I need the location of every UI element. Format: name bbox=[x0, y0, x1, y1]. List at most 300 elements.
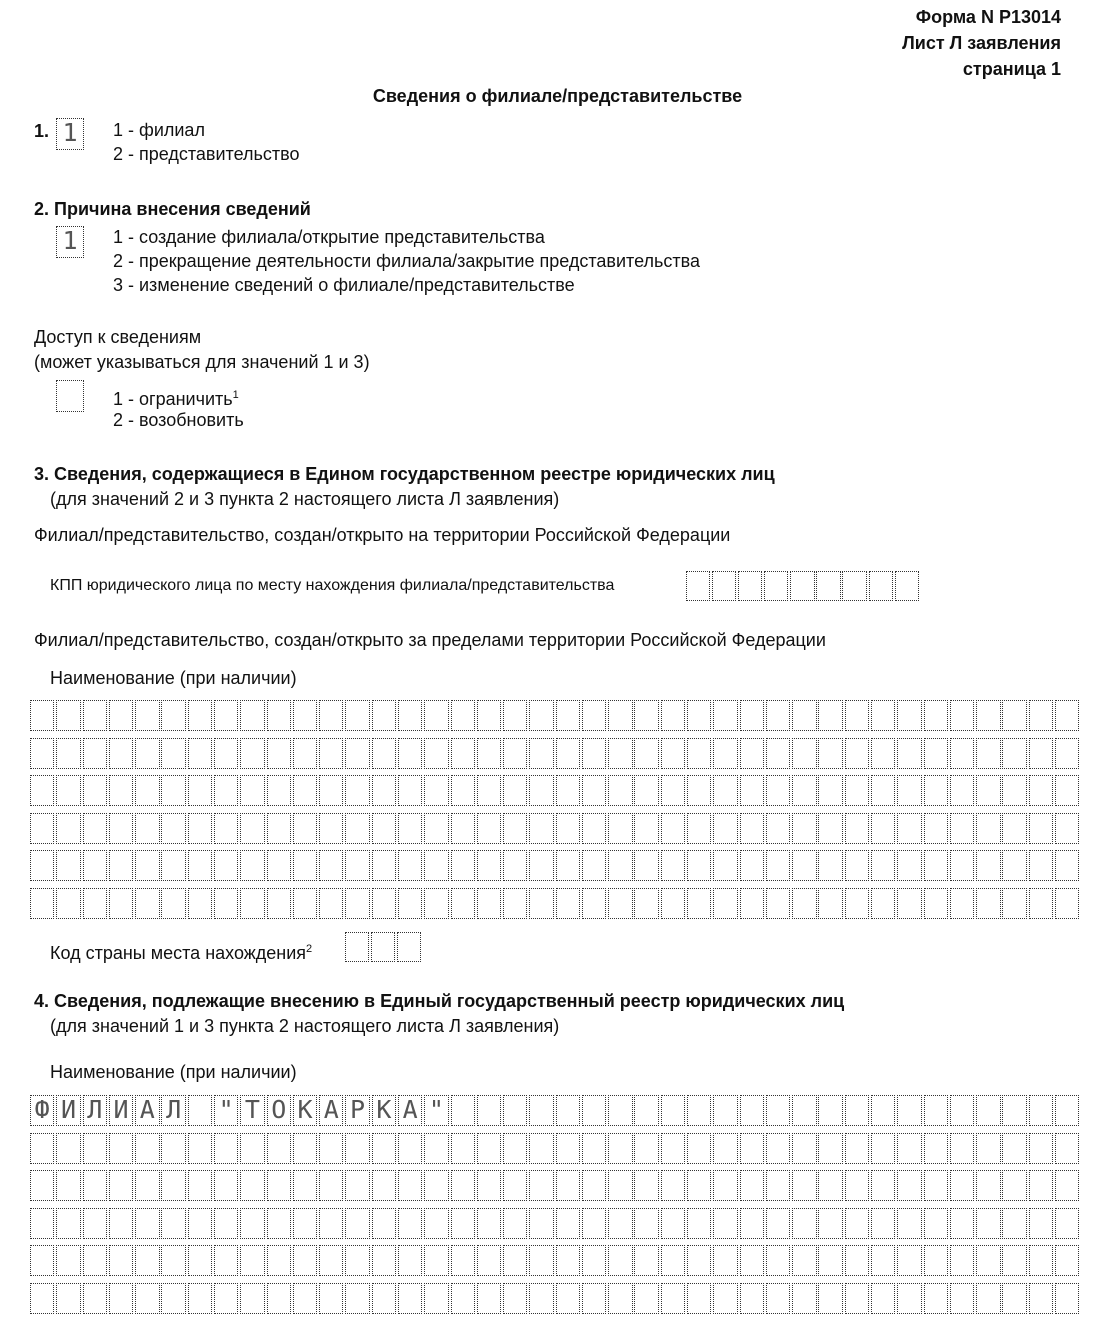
name-char-cell[interactable] bbox=[634, 1095, 658, 1126]
name-char-cell[interactable] bbox=[267, 1283, 291, 1314]
name-char-cell[interactable] bbox=[1055, 1208, 1079, 1239]
name-char-cell[interactable] bbox=[897, 1245, 921, 1276]
name-char-cell[interactable] bbox=[503, 888, 527, 919]
name-char-cell[interactable] bbox=[240, 1208, 264, 1239]
name-char-cell[interactable] bbox=[529, 1133, 553, 1164]
name-char-cell[interactable] bbox=[345, 850, 369, 881]
name-char-cell[interactable] bbox=[1002, 813, 1026, 844]
name-char-cell[interactable]: К bbox=[372, 1095, 396, 1126]
name-char-cell[interactable] bbox=[1055, 1133, 1079, 1164]
q1-value-cell[interactable]: 1 bbox=[56, 118, 84, 150]
name-char-cell[interactable]: Р bbox=[345, 1095, 369, 1126]
name-char-cell[interactable] bbox=[687, 1170, 711, 1201]
name-char-cell[interactable] bbox=[713, 1133, 737, 1164]
name-char-cell[interactable] bbox=[792, 700, 816, 731]
name-char-cell[interactable] bbox=[792, 813, 816, 844]
name-char-cell[interactable] bbox=[1029, 1245, 1053, 1276]
name-char-cell[interactable] bbox=[293, 888, 317, 919]
name-char-cell[interactable] bbox=[1002, 1283, 1026, 1314]
name-char-cell[interactable] bbox=[477, 813, 501, 844]
name-char-cell[interactable] bbox=[766, 1245, 790, 1276]
name-char-cell[interactable] bbox=[818, 738, 842, 769]
name-char-cell[interactable] bbox=[582, 738, 606, 769]
name-char-cell[interactable] bbox=[451, 1283, 475, 1314]
name-char-cell[interactable] bbox=[582, 1095, 606, 1126]
name-char-cell[interactable] bbox=[556, 1208, 580, 1239]
name-char-cell[interactable] bbox=[950, 813, 974, 844]
name-char-cell[interactable] bbox=[897, 775, 921, 806]
name-char-cell[interactable] bbox=[503, 1208, 527, 1239]
name-char-cell[interactable] bbox=[345, 1170, 369, 1201]
name-char-cell[interactable] bbox=[582, 888, 606, 919]
name-char-cell[interactable] bbox=[845, 813, 869, 844]
name-char-cell[interactable] bbox=[976, 813, 1000, 844]
name-char-cell[interactable] bbox=[214, 1170, 238, 1201]
name-char-cell[interactable] bbox=[188, 738, 212, 769]
name-char-cell[interactable] bbox=[345, 1133, 369, 1164]
name-char-cell[interactable] bbox=[398, 1208, 422, 1239]
name-char-cell[interactable] bbox=[372, 1133, 396, 1164]
name-char-cell[interactable] bbox=[529, 738, 553, 769]
kpp-cell[interactable] bbox=[686, 571, 710, 601]
name-char-cell[interactable] bbox=[766, 738, 790, 769]
name-char-cell[interactable] bbox=[608, 1095, 632, 1126]
name-char-cell[interactable] bbox=[477, 888, 501, 919]
name-char-cell[interactable] bbox=[766, 1283, 790, 1314]
name-char-cell[interactable] bbox=[1029, 1208, 1053, 1239]
name-char-cell[interactable] bbox=[713, 1245, 737, 1276]
name-char-cell[interactable] bbox=[740, 888, 764, 919]
name-char-cell[interactable] bbox=[766, 813, 790, 844]
name-char-cell[interactable] bbox=[687, 1133, 711, 1164]
name-char-cell[interactable] bbox=[424, 775, 448, 806]
name-char-cell[interactable]: Л bbox=[83, 1095, 107, 1126]
name-char-cell[interactable] bbox=[608, 775, 632, 806]
name-char-cell[interactable] bbox=[240, 700, 264, 731]
name-char-cell[interactable] bbox=[529, 1245, 553, 1276]
name-char-cell[interactable] bbox=[661, 888, 685, 919]
name-char-cell[interactable] bbox=[766, 850, 790, 881]
name-char-cell[interactable] bbox=[1055, 1283, 1079, 1314]
name-char-cell[interactable] bbox=[556, 888, 580, 919]
name-char-cell[interactable] bbox=[83, 775, 107, 806]
name-char-cell[interactable] bbox=[976, 850, 1000, 881]
name-char-cell[interactable] bbox=[924, 738, 948, 769]
name-char-cell[interactable] bbox=[897, 738, 921, 769]
name-char-cell[interactable] bbox=[897, 1208, 921, 1239]
name-char-cell[interactable] bbox=[109, 888, 133, 919]
name-char-cell[interactable] bbox=[161, 700, 185, 731]
name-char-cell[interactable] bbox=[845, 1208, 869, 1239]
name-char-cell[interactable] bbox=[1002, 1095, 1026, 1126]
name-char-cell[interactable] bbox=[608, 813, 632, 844]
name-char-cell[interactable] bbox=[188, 700, 212, 731]
name-char-cell[interactable] bbox=[293, 850, 317, 881]
name-char-cell[interactable] bbox=[924, 813, 948, 844]
name-char-cell[interactable] bbox=[319, 850, 343, 881]
name-char-cell[interactable] bbox=[240, 1170, 264, 1201]
name-char-cell[interactable] bbox=[1055, 813, 1079, 844]
name-grid-row[interactable] bbox=[30, 1208, 1081, 1239]
name-char-cell[interactable] bbox=[109, 738, 133, 769]
name-char-cell[interactable] bbox=[1029, 700, 1053, 731]
name-char-cell[interactable] bbox=[135, 1170, 159, 1201]
name-char-cell[interactable] bbox=[267, 1208, 291, 1239]
name-char-cell[interactable] bbox=[293, 738, 317, 769]
name-grid-row[interactable] bbox=[30, 1170, 1081, 1201]
name-char-cell[interactable] bbox=[135, 1283, 159, 1314]
kpp-cell[interactable] bbox=[842, 571, 866, 601]
name-char-cell[interactable] bbox=[267, 1170, 291, 1201]
name-char-cell[interactable] bbox=[924, 700, 948, 731]
name-char-cell[interactable] bbox=[687, 738, 711, 769]
name-char-cell[interactable] bbox=[56, 775, 80, 806]
name-char-cell[interactable] bbox=[1055, 1095, 1079, 1126]
country-code-cells[interactable] bbox=[345, 932, 423, 962]
name-char-cell[interactable] bbox=[345, 775, 369, 806]
name-char-cell[interactable] bbox=[424, 1208, 448, 1239]
name-char-cell[interactable] bbox=[83, 888, 107, 919]
name-char-cell[interactable] bbox=[634, 700, 658, 731]
name-char-cell[interactable] bbox=[687, 700, 711, 731]
name-char-cell[interactable] bbox=[976, 1095, 1000, 1126]
name-char-cell[interactable] bbox=[109, 775, 133, 806]
name-char-cell[interactable] bbox=[1055, 738, 1079, 769]
name-char-cell[interactable] bbox=[740, 1245, 764, 1276]
name-char-cell[interactable] bbox=[372, 813, 396, 844]
name-char-cell[interactable] bbox=[267, 775, 291, 806]
name-char-cell[interactable] bbox=[529, 850, 553, 881]
name-char-cell[interactable] bbox=[608, 1208, 632, 1239]
name-char-cell[interactable] bbox=[1055, 700, 1079, 731]
name-char-cell[interactable] bbox=[109, 1133, 133, 1164]
name-char-cell[interactable]: А bbox=[319, 1095, 343, 1126]
name-char-cell[interactable] bbox=[792, 1133, 816, 1164]
name-char-cell[interactable] bbox=[976, 1283, 1000, 1314]
name-char-cell[interactable] bbox=[661, 1095, 685, 1126]
name-char-cell[interactable] bbox=[240, 775, 264, 806]
name-char-cell[interactable] bbox=[1002, 1208, 1026, 1239]
name-char-cell[interactable] bbox=[240, 1133, 264, 1164]
name-char-cell[interactable] bbox=[372, 1170, 396, 1201]
name-char-cell[interactable] bbox=[845, 1170, 869, 1201]
name-char-cell[interactable] bbox=[109, 1283, 133, 1314]
name-char-cell[interactable] bbox=[1002, 775, 1026, 806]
name-char-cell[interactable] bbox=[556, 738, 580, 769]
name-char-cell[interactable] bbox=[345, 1208, 369, 1239]
name-char-cell[interactable] bbox=[687, 813, 711, 844]
name-char-cell[interactable] bbox=[109, 1170, 133, 1201]
name-char-cell[interactable] bbox=[293, 1208, 317, 1239]
name-char-cell[interactable] bbox=[897, 888, 921, 919]
name-char-cell[interactable] bbox=[950, 775, 974, 806]
name-char-cell[interactable] bbox=[871, 888, 895, 919]
name-char-cell[interactable] bbox=[792, 850, 816, 881]
name-char-cell[interactable] bbox=[451, 700, 475, 731]
name-char-cell[interactable] bbox=[871, 1208, 895, 1239]
name-char-cell[interactable] bbox=[924, 1170, 948, 1201]
name-char-cell[interactable] bbox=[267, 1133, 291, 1164]
name-char-cell[interactable] bbox=[477, 738, 501, 769]
name-char-cell[interactable] bbox=[556, 700, 580, 731]
name-char-cell[interactable] bbox=[845, 850, 869, 881]
name-char-cell[interactable] bbox=[1002, 1170, 1026, 1201]
name-char-cell[interactable] bbox=[713, 738, 737, 769]
name-char-cell[interactable] bbox=[56, 700, 80, 731]
access-value-cell[interactable] bbox=[56, 380, 84, 412]
name-char-cell[interactable] bbox=[424, 1133, 448, 1164]
name-char-cell[interactable] bbox=[503, 1283, 527, 1314]
name-char-cell[interactable] bbox=[398, 1245, 422, 1276]
name-char-cell[interactable] bbox=[503, 775, 527, 806]
name-char-cell[interactable] bbox=[345, 738, 369, 769]
name-char-cell[interactable] bbox=[950, 1245, 974, 1276]
name-char-cell[interactable] bbox=[740, 1133, 764, 1164]
name-char-cell[interactable] bbox=[398, 850, 422, 881]
name-char-cell[interactable] bbox=[398, 813, 422, 844]
name-char-cell[interactable] bbox=[766, 1095, 790, 1126]
country-code-cell[interactable] bbox=[397, 932, 421, 962]
name-char-cell[interactable] bbox=[1055, 850, 1079, 881]
name-char-cell[interactable] bbox=[818, 813, 842, 844]
name-char-cell[interactable] bbox=[135, 850, 159, 881]
name-char-cell[interactable] bbox=[713, 850, 737, 881]
name-char-cell[interactable] bbox=[83, 1208, 107, 1239]
name-char-cell[interactable] bbox=[845, 775, 869, 806]
kpp-cell[interactable] bbox=[764, 571, 788, 601]
name-char-cell[interactable] bbox=[83, 850, 107, 881]
name-char-cell[interactable] bbox=[608, 738, 632, 769]
name-char-cell[interactable] bbox=[188, 1170, 212, 1201]
name-char-cell[interactable] bbox=[372, 1208, 396, 1239]
name-char-cell[interactable] bbox=[267, 888, 291, 919]
name-char-cell[interactable] bbox=[687, 1208, 711, 1239]
name-char-cell[interactable] bbox=[503, 700, 527, 731]
name-char-cell[interactable]: " bbox=[214, 1095, 238, 1126]
name-char-cell[interactable] bbox=[529, 888, 553, 919]
name-char-cell[interactable] bbox=[345, 813, 369, 844]
name-char-cell[interactable] bbox=[161, 1170, 185, 1201]
name-char-cell[interactable] bbox=[30, 1245, 54, 1276]
name-char-cell[interactable] bbox=[293, 775, 317, 806]
name-char-cell[interactable] bbox=[871, 700, 895, 731]
name-char-cell[interactable] bbox=[871, 1133, 895, 1164]
name-char-cell[interactable]: К bbox=[293, 1095, 317, 1126]
name-char-cell[interactable] bbox=[529, 700, 553, 731]
name-char-cell[interactable] bbox=[1002, 1133, 1026, 1164]
name-char-cell[interactable]: И bbox=[109, 1095, 133, 1126]
name-char-cell[interactable] bbox=[319, 700, 343, 731]
name-char-cell[interactable] bbox=[372, 850, 396, 881]
name-char-cell[interactable] bbox=[161, 1245, 185, 1276]
name-char-cell[interactable] bbox=[56, 1133, 80, 1164]
name-char-cell[interactable] bbox=[634, 888, 658, 919]
name-char-cell[interactable] bbox=[398, 888, 422, 919]
name-char-cell[interactable] bbox=[713, 1283, 737, 1314]
name-char-cell[interactable] bbox=[424, 1283, 448, 1314]
name-char-cell[interactable] bbox=[556, 775, 580, 806]
name-char-cell[interactable] bbox=[503, 1095, 527, 1126]
name-char-cell[interactable] bbox=[924, 1133, 948, 1164]
name-char-cell[interactable] bbox=[871, 1283, 895, 1314]
name-char-cell[interactable] bbox=[950, 1170, 974, 1201]
name-char-cell[interactable] bbox=[451, 850, 475, 881]
name-char-cell[interactable] bbox=[267, 1245, 291, 1276]
name-char-cell[interactable] bbox=[240, 888, 264, 919]
name-char-cell[interactable] bbox=[451, 738, 475, 769]
name-char-cell[interactable] bbox=[976, 1208, 1000, 1239]
name-char-cell[interactable] bbox=[424, 850, 448, 881]
name-char-cell[interactable] bbox=[687, 850, 711, 881]
name-char-cell[interactable] bbox=[897, 1283, 921, 1314]
name-char-cell[interactable] bbox=[1002, 738, 1026, 769]
name-char-cell[interactable] bbox=[634, 850, 658, 881]
name-char-cell[interactable] bbox=[161, 775, 185, 806]
name-char-cell[interactable] bbox=[477, 1095, 501, 1126]
name-char-cell[interactable] bbox=[214, 1208, 238, 1239]
name-char-cell[interactable] bbox=[845, 1133, 869, 1164]
name-char-cell[interactable] bbox=[661, 775, 685, 806]
name-char-cell[interactable] bbox=[214, 850, 238, 881]
name-char-cell[interactable] bbox=[976, 1170, 1000, 1201]
name-char-cell[interactable] bbox=[1055, 888, 1079, 919]
name-char-cell[interactable] bbox=[161, 738, 185, 769]
name-char-cell[interactable] bbox=[188, 1245, 212, 1276]
name-char-cell[interactable] bbox=[924, 1245, 948, 1276]
name-char-cell[interactable] bbox=[818, 1245, 842, 1276]
name-char-cell[interactable] bbox=[818, 775, 842, 806]
name-char-cell[interactable]: А bbox=[398, 1095, 422, 1126]
name-char-cell[interactable] bbox=[214, 738, 238, 769]
name-char-cell[interactable] bbox=[214, 1283, 238, 1314]
name-char-cell[interactable] bbox=[897, 813, 921, 844]
name-char-cell[interactable] bbox=[924, 1283, 948, 1314]
name-char-cell[interactable] bbox=[582, 1283, 606, 1314]
name-char-cell[interactable] bbox=[345, 700, 369, 731]
name-char-cell[interactable] bbox=[529, 1095, 553, 1126]
name-char-cell[interactable] bbox=[83, 1170, 107, 1201]
name-char-cell[interactable] bbox=[766, 1133, 790, 1164]
name-char-cell[interactable] bbox=[188, 1283, 212, 1314]
name-char-cell[interactable] bbox=[687, 1245, 711, 1276]
name-char-cell[interactable] bbox=[109, 1208, 133, 1239]
name-char-cell[interactable] bbox=[976, 775, 1000, 806]
name-char-cell[interactable] bbox=[267, 738, 291, 769]
name-char-cell[interactable] bbox=[582, 1170, 606, 1201]
name-char-cell[interactable]: Л bbox=[161, 1095, 185, 1126]
name-char-cell[interactable] bbox=[477, 1170, 501, 1201]
name-char-cell[interactable] bbox=[161, 1208, 185, 1239]
name-char-cell[interactable] bbox=[792, 738, 816, 769]
name-char-cell[interactable] bbox=[135, 813, 159, 844]
name-grid-row[interactable] bbox=[30, 1283, 1081, 1314]
name-char-cell[interactable] bbox=[56, 813, 80, 844]
name-char-cell[interactable] bbox=[871, 738, 895, 769]
name-char-cell[interactable] bbox=[740, 1095, 764, 1126]
name-char-cell[interactable] bbox=[608, 1170, 632, 1201]
name-char-cell[interactable] bbox=[83, 1245, 107, 1276]
name-char-cell[interactable] bbox=[319, 1170, 343, 1201]
name-char-cell[interactable] bbox=[56, 850, 80, 881]
name-char-cell[interactable] bbox=[950, 1133, 974, 1164]
name-char-cell[interactable] bbox=[135, 775, 159, 806]
name-char-cell[interactable] bbox=[556, 1283, 580, 1314]
name-char-cell[interactable] bbox=[792, 888, 816, 919]
name-char-cell[interactable] bbox=[451, 1095, 475, 1126]
name-char-cell[interactable] bbox=[503, 1245, 527, 1276]
name-char-cell[interactable] bbox=[135, 738, 159, 769]
name-char-cell[interactable] bbox=[1029, 1095, 1053, 1126]
name-grid-row[interactable] bbox=[30, 775, 1081, 806]
name-char-cell[interactable] bbox=[766, 700, 790, 731]
name-char-cell[interactable] bbox=[687, 775, 711, 806]
name-char-cell[interactable] bbox=[293, 813, 317, 844]
name-char-cell[interactable] bbox=[582, 850, 606, 881]
name-char-cell[interactable] bbox=[582, 1245, 606, 1276]
name-char-cell[interactable] bbox=[503, 738, 527, 769]
name-char-cell[interactable] bbox=[161, 850, 185, 881]
name-char-cell[interactable] bbox=[83, 813, 107, 844]
name-char-cell[interactable] bbox=[30, 1208, 54, 1239]
name-char-cell[interactable] bbox=[161, 813, 185, 844]
name-char-cell[interactable] bbox=[950, 1283, 974, 1314]
name-grid-row[interactable] bbox=[30, 1245, 1081, 1276]
name-char-cell[interactable] bbox=[792, 1095, 816, 1126]
name-char-cell[interactable] bbox=[424, 813, 448, 844]
name-char-cell[interactable] bbox=[818, 1095, 842, 1126]
name-char-cell[interactable] bbox=[30, 1133, 54, 1164]
name-char-cell[interactable] bbox=[1029, 1133, 1053, 1164]
name-char-cell[interactable] bbox=[661, 1170, 685, 1201]
name-char-cell[interactable] bbox=[477, 1283, 501, 1314]
name-char-cell[interactable] bbox=[161, 888, 185, 919]
name-grid-row[interactable] bbox=[30, 888, 1081, 919]
name-char-cell[interactable] bbox=[135, 700, 159, 731]
name-char-cell[interactable] bbox=[608, 700, 632, 731]
name-char-cell[interactable] bbox=[319, 775, 343, 806]
name-char-cell[interactable] bbox=[83, 1283, 107, 1314]
kpp-cell[interactable] bbox=[869, 571, 893, 601]
name-char-cell[interactable] bbox=[188, 1095, 212, 1126]
name-char-cell[interactable] bbox=[345, 1283, 369, 1314]
name-char-cell[interactable] bbox=[56, 888, 80, 919]
name-char-cell[interactable] bbox=[924, 775, 948, 806]
name-char-cell[interactable] bbox=[556, 813, 580, 844]
name-char-cell[interactable] bbox=[950, 850, 974, 881]
name-char-cell[interactable] bbox=[56, 738, 80, 769]
name-char-cell[interactable] bbox=[240, 738, 264, 769]
name-char-cell[interactable] bbox=[792, 1208, 816, 1239]
name-char-cell[interactable] bbox=[976, 1133, 1000, 1164]
name-char-cell[interactable] bbox=[556, 1245, 580, 1276]
name-char-cell[interactable]: " bbox=[424, 1095, 448, 1126]
name-char-cell[interactable] bbox=[766, 1208, 790, 1239]
name-char-cell[interactable] bbox=[214, 813, 238, 844]
name-char-cell[interactable] bbox=[30, 813, 54, 844]
name-grid-row[interactable] bbox=[30, 700, 1081, 731]
name-char-cell[interactable] bbox=[740, 1208, 764, 1239]
name-char-cell[interactable] bbox=[845, 738, 869, 769]
name-char-cell[interactable] bbox=[372, 700, 396, 731]
name-char-cell[interactable] bbox=[845, 888, 869, 919]
name-char-cell[interactable] bbox=[293, 1133, 317, 1164]
name-char-cell[interactable] bbox=[240, 1283, 264, 1314]
name-char-cell[interactable] bbox=[582, 775, 606, 806]
name-char-cell[interactable] bbox=[818, 850, 842, 881]
name-char-cell[interactable] bbox=[950, 700, 974, 731]
name-char-cell[interactable] bbox=[56, 1208, 80, 1239]
name-char-cell[interactable] bbox=[424, 738, 448, 769]
